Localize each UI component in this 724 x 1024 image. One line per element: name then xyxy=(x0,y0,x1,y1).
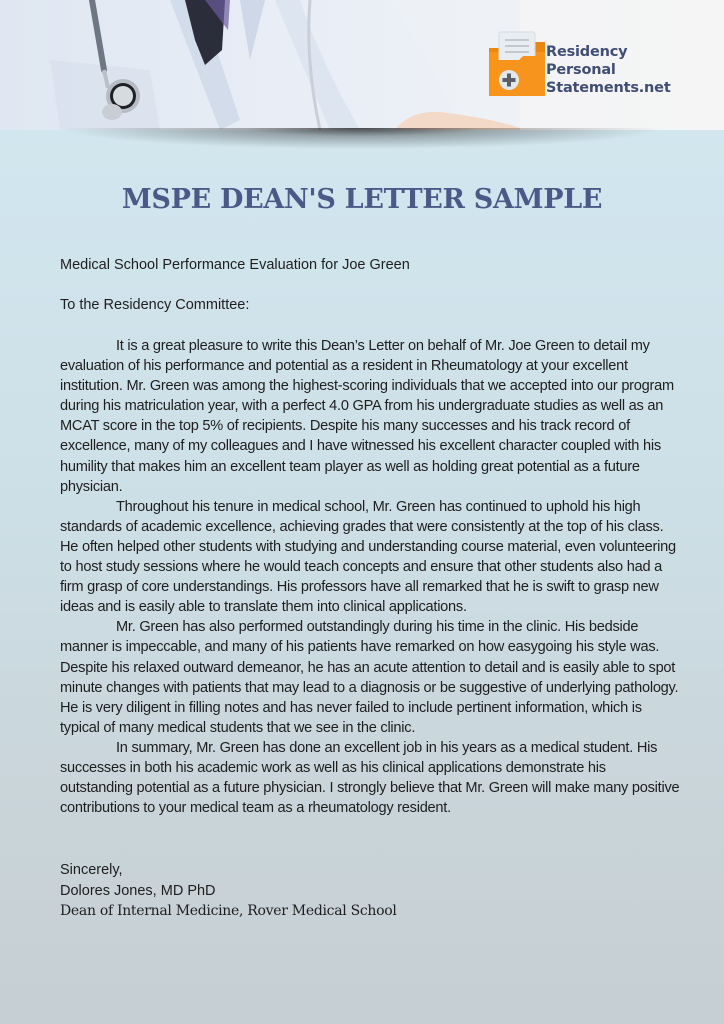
header-banner xyxy=(0,0,724,130)
doctor-stethoscope-photo xyxy=(0,0,520,130)
paragraph-summary: In summary, Mr. Green has done an excellent job in his years as a medical student. His successes in both his academic work as well as his clinical applications demonstrate his outstanding potential as a future physician. I strongly believe that Mr. Green will make many positive contributions to your medical team as a rheumatology resident. xyxy=(60,739,680,817)
paragraph-clinical: Mr. Green has also performed outstandingly during his time in the clinic. His bedside manner is impeccable, and many of his patients have remarked on how easygoing his style was. Despite his relaxed outward demeanor, he has an acute attention to detail and is easily able to spot minute changes with patients that may lead to a diagnosis or be suggestive of underlying pathology. He is very diligent in filling notes and has never failed to include pertinent information, which is typical of many medical students that we see in the clinic. xyxy=(60,619,679,736)
logo-wordmark xyxy=(546,43,671,97)
page-title: MSPE DEAN'S LETTER SAMPLE xyxy=(121,184,603,215)
letter-closing xyxy=(60,860,397,922)
logo-line-2: Personal xyxy=(546,62,616,78)
letter-body xyxy=(60,336,680,818)
medical-folder-icon xyxy=(487,30,547,98)
letter-salutation: To the Residency Committee: xyxy=(60,297,250,313)
signer-name: Dolores Jones, MD PhD xyxy=(60,882,216,899)
site-logo[interactable] xyxy=(487,30,687,100)
logo-line-3: Statements.net xyxy=(546,80,671,96)
paragraph-academics: Throughout his tenure in medical school, Mr. Green has continued to uphold his high standards of academic excellence, achieving grades that were consistently at the top of his class. He often helped other students with studying and understanding course material, even volunteering to host study sessions where he would teach concepts and ensure that other students also had a firm grasp of core understandings. His professors have all remarked that he is swift to grasp new ideas and is easily able to translate them into clinical applications. xyxy=(60,498,676,616)
valediction: Sincerely, xyxy=(60,862,123,878)
letter-subject: Medical School Performance Evaluation for Joe Green xyxy=(60,257,410,273)
header-shadow xyxy=(0,128,724,156)
paragraph-introduction: It is a great pleasure to write this Dean’s Letter on behalf of Mr. Joe Green to detail my evaluation of his performance and potential as a resident in Rheumatology at your excellent institution. Mr. Green was among the highest-scoring individuals that we accepted into our program during his matriculation year, with a perfect 4.0 GPA from his undergraduate studies as well as an MCAT score in the top 5% of recipients. Despite his many successes and his track record of excellence, many of my colleagues and I have witnessed his excellent character coupled with his humility that makes him an excellent team player as well as holding great potential as a future physician. xyxy=(60,338,674,495)
logo-line-1: Residency xyxy=(546,44,628,60)
signer-position: Dean of Internal Medicine, Rover Medical School xyxy=(60,903,397,919)
